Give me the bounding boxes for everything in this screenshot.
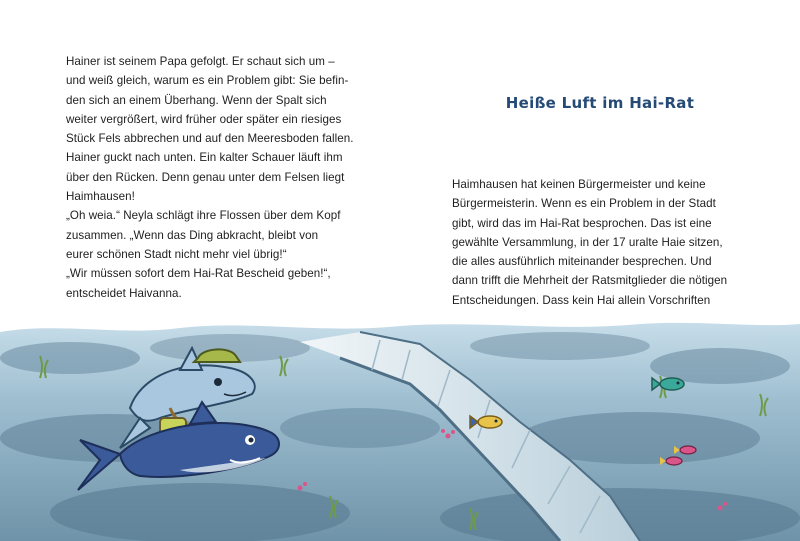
text-line: weiter vergrößert, wird früher oder später ein riesiges xyxy=(66,112,342,126)
text-line: entscheidet Haivanna. xyxy=(66,286,182,300)
text-line: eurer schönen Stadt nicht mehr viel übrig!“ xyxy=(66,247,287,261)
text-line: gibt, wird das im Hai-Rat besprochen. Das ist eine xyxy=(452,216,712,230)
text-line: dann trifft die Mehrheit der Ratsmitglieder die nötigen xyxy=(452,274,728,288)
left-page-text xyxy=(66,52,353,303)
text-line: Hainer ist seinem Papa gefolgt. Er schaut sich um – xyxy=(66,55,335,68)
text-line: über den Rücken. Denn genau unter dem Felsen liegt xyxy=(66,170,345,184)
text-line: „Oh weia.“ Neyla schlägt ihre Flossen über dem Kopf xyxy=(66,209,341,223)
text-line: und weiß gleich, warum es ein Problem gibt: Sie befin- xyxy=(66,74,349,88)
text-line: Bürgermeisterin. Wenn es ein Problem in der Stadt xyxy=(452,197,716,211)
text-line: den sich an einem Überhang. Wenn der Spalt sich xyxy=(66,93,327,107)
text-line: Stück Fels abbrechen und auf den Meeresboden fallen. xyxy=(66,132,354,146)
text-line: gewählte Versammlung, in der 17 uralte Haie sitzen, xyxy=(452,235,723,249)
text-line: Haimhausen! xyxy=(66,190,135,204)
text-line: zusammen. „Wenn das Ding abkracht, bleibt von xyxy=(66,228,319,242)
text-line: Haimhausen hat keinen Bürgermeister und keine xyxy=(452,178,706,191)
text-line: „Wir müssen sofort dem Hai-Rat Bescheid geben!“, xyxy=(66,267,331,281)
text-line: die alles ausführlich miteinander besprechen. Und xyxy=(452,255,712,269)
text-line: Entscheidungen. Dass kein Hai allein Vorschriften xyxy=(452,293,711,307)
underwater-illustration xyxy=(0,318,800,541)
text-line: Hainer guckt nach unten. Ein kalter Schauer läuft ihm xyxy=(66,151,343,165)
right-page-text xyxy=(452,175,727,310)
chapter-title: Heiße Luft im Hai-Rat xyxy=(505,94,695,112)
